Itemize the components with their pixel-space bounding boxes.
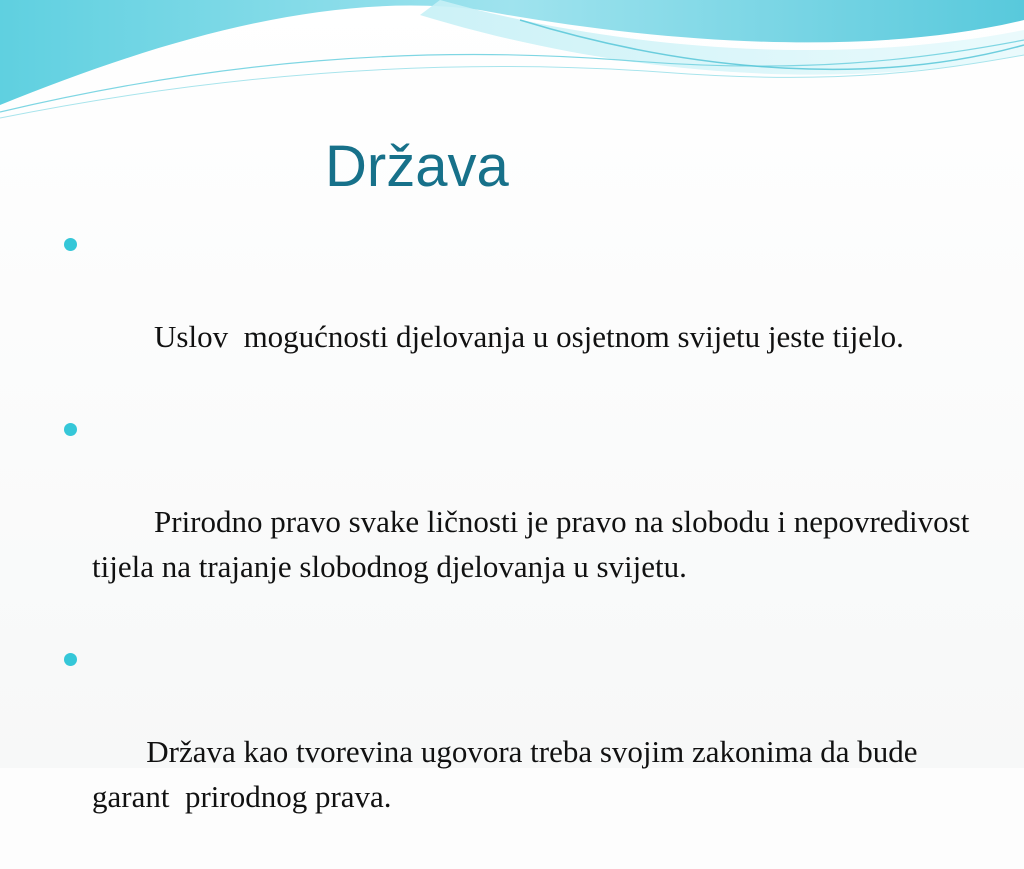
- bullet-text: Prirodno pravo svake ličnosti je pravo na slobodu i nepovredivost tijela na trajanje slobodnog djelovanja u svijetu.: [92, 504, 978, 584]
- bullet-text: Država kao tvorevina ugovora treba svojim zakonima da bude garant prirodnog prava.: [92, 734, 926, 814]
- bullet-dot-icon: [64, 653, 77, 666]
- list-item: [60, 639, 980, 864]
- bullet-dot-icon: [64, 423, 77, 436]
- slide-title: Država: [325, 134, 509, 199]
- bullet-dot-icon: [64, 238, 77, 251]
- bullet-text: Uslov mogućnosti djelovanja u osjetnom svijetu jeste tijelo.: [138, 319, 904, 354]
- list-item: [60, 224, 980, 404]
- decorative-wave-header: [0, 0, 1024, 130]
- bullet-list: [60, 224, 980, 869]
- list-item: [60, 409, 980, 634]
